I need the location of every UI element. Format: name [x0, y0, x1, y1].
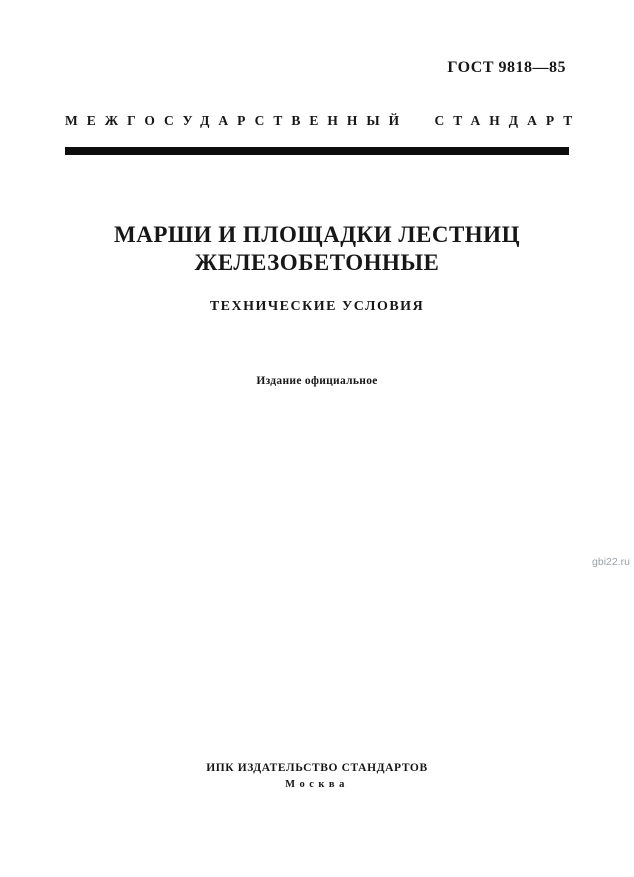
document-subtitle: ТЕХНИЧЕСКИЕ УСЛОВИЯ [209, 299, 425, 314]
publisher-imprint: ИПК ИЗДАТЕЛЬСТВО СТАНДАРТОВ [206, 762, 428, 774]
gost-number: ГОСТ 9818—85 [447, 59, 566, 76]
header-rule-bar [65, 147, 569, 155]
document-title [0, 221, 634, 277]
document-title-line1: МАРШИ И ПЛОЩАДКИ ЛЕСТНИЦ [114, 222, 520, 247]
standard-type-heading: МЕЖГОСУДАРСТВЕННЫЙ СТАНДАРТ [65, 113, 582, 128]
edition-note: Издание официальное [256, 375, 378, 387]
publisher-city: Москва [285, 779, 349, 790]
site-watermark: gbi22.ru [592, 556, 630, 568]
document-title-line2: ЖЕЛЕЗОБЕТОННЫЕ [194, 250, 440, 275]
